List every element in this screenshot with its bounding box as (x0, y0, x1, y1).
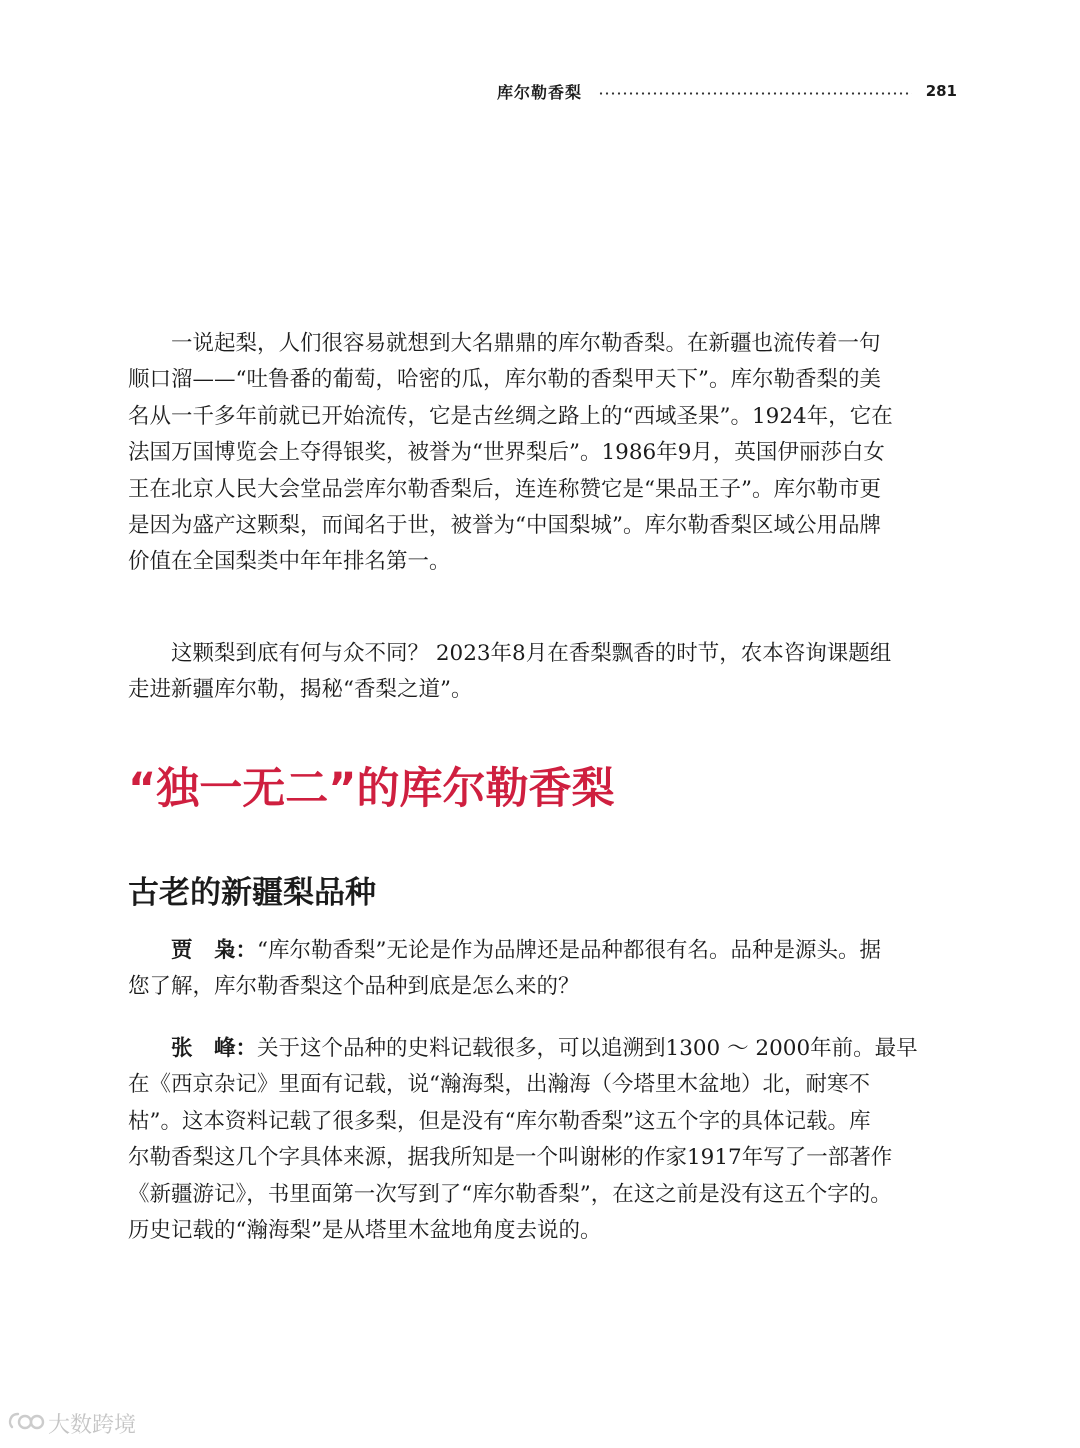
speaker-name: 张 峰： (171, 1036, 258, 1061)
section-subtitle: 古老的新疆梨品种 (128, 875, 376, 911)
section-title: “独一无二”的库尔勒香梨 (128, 764, 615, 814)
dialogue-text: “库尔勒香梨”无论是作为品牌还是品种都很有名。品种是源头。据 您了解，库尔勒香梨这个品种到底是怎么来的？ (128, 938, 882, 1000)
intro-paragraph: 这颗梨到底有何与众不同？ 2023年8月在香梨飘香的时节，农本咨询课题组 走进新疆库尔勒，揭秘“香梨之道”。 (128, 641, 892, 703)
speaker-name: 贾 枭： (171, 938, 258, 963)
intro-paragraph: 一说起梨，人们很容易就想到大名鼎鼎的库尔勒香梨。在新疆也流传着一句 顺口溜——“吐鲁番的葡萄，哈密的瓜，库尔勒的香梨甲天下”。库尔勒香梨的美 名从一千多年前就已开始流传，它是古丝绸之路上的“西域圣果”。1924年，它在 法国万国博览会上夺得银奖，被誉为“世界梨后”。1986年9月，英国伊丽莎白女 王在北京人民大会堂品尝库尔勒香梨后，连连称赞它是“果品王子”。库尔勒市更 是因为盛产这颗梨，而闻名于世，被誉为“中国梨城”。库尔勒香梨区域公用品牌 价值在全国梨类中年年排名第一。 (128, 331, 893, 575)
running-header (497, 78, 957, 104)
dialogue-paragraph (128, 1031, 956, 1249)
dotted-leader (598, 92, 912, 95)
watermark (6, 1408, 136, 1439)
watermark-text: 大数跨境 (48, 1413, 137, 1438)
brand-logo-icon (6, 1409, 46, 1439)
page-number: 281 (925, 82, 957, 100)
chapter-title: 库尔勒香梨 (497, 82, 583, 102)
dialogue-text: 关于这个品种的史料记载很多，可以追溯到1300 ～ 2000年前。最早 在《西京杂记》里面有记载，说“瀚海梨，出瀚海（今塔里木盆地）北，耐寒不 枯”。这本资料记载了很多梨，但是没有“库尔勒香梨”这五个字的具体记载。库 尔勒香梨这几个字具体来源，据我所知是一个叫谢彬的作家1917年写了一部著作 《新疆游记》，书里面第一次写到了“库尔勒香梨”，在这之前是没有这五个字的。 历史记载的“瀚海梨”是从塔里木盆地角度去说的。 (128, 1036, 918, 1244)
dialogue-paragraph (128, 933, 956, 1006)
